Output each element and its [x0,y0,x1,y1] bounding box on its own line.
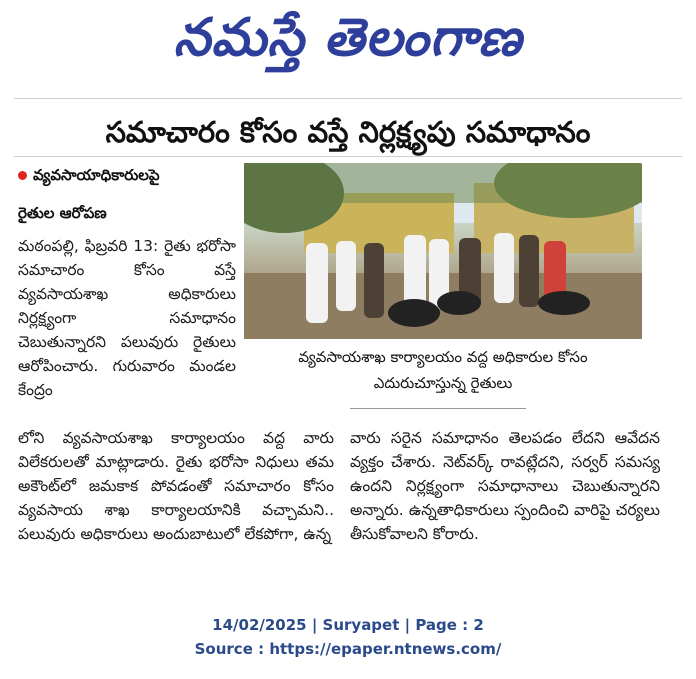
article-photo [244,163,642,339]
article-body-right [350,426,660,546]
article-paragraph-3: వారు సరైన సమాధానం తెలపడం లేదని ఆవేదన వ్యక్తం చేశారు. నెట్‌వర్క్ రావట్లేదని, సర్వర్ సమస్య ఉందని నిర్లక్ష్యంగా సమాధానాలు చెబుతున్నారని అన్నారు. ఉన్నతాధికారులు స్పందించి వారిపై చర్యలు తీసుకోవాలని కోరారు. [350,429,660,543]
photo-caption: వ్యవసాయశాఖ కార్యాలయం వద్ద అధికారుల కోసం ఎదురుచూస్తున్న రైతులు [298,348,588,392]
article-paragraph-2: లోని వ్యవసాయశాఖ కార్యాలయం వద్ద వారు విలేకరులతో మాట్లాడారు. రైతు భరోసా నిధులు తమ అకౌంట్‌లో జమకాక పోవడంతో సమాచారం కోసం వ్యవసాయ శాఖ కార్యాలయానికి వచ్చామని.. పలువురు అధికారులు అందుబాటులో లేకపోగా, ఉన్న [18,429,334,543]
subheading-1 [18,166,160,188]
article-body-left-top [18,234,236,402]
article-paragraph-1: మఠంపల్లి, ఫిబ్రవరి 13: రైతు భరోసా సమాచారం కోసం వస్తే వ్యవసాయశాఖ అధికారులు నిర్లక్ష్యంగా సమాధానం చెబుతున్నారని పలువురు రైతులు ఆరోపించారు. గురువారం మండల కేంద్రం [18,237,236,399]
footer-date-edition: 14/02/2025 | Suryapet | Page : 2 [212,616,484,634]
article-body-left-bottom [18,426,334,546]
masthead-logo: నమస్తే తెలంగాణ [173,8,523,68]
subheading-2 [18,204,107,226]
footer-source-link[interactable]: Source : https://epaper.ntnews.com/ [194,640,502,658]
article-headline: సమాచారం కోసం వస్తే నిర్లక్ష్యపు సమాధానం [105,115,591,149]
farmers-photo-illustration [244,163,642,339]
headline-divider [14,156,682,157]
masthead-divider [14,98,682,99]
subheading-1-text: వ్యవసాయాధికారులపై [33,166,160,184]
caption-divider [350,408,526,409]
bullet-icon [18,171,27,180]
subheading-2-text: రైతుల ఆరోపణ [18,204,107,222]
